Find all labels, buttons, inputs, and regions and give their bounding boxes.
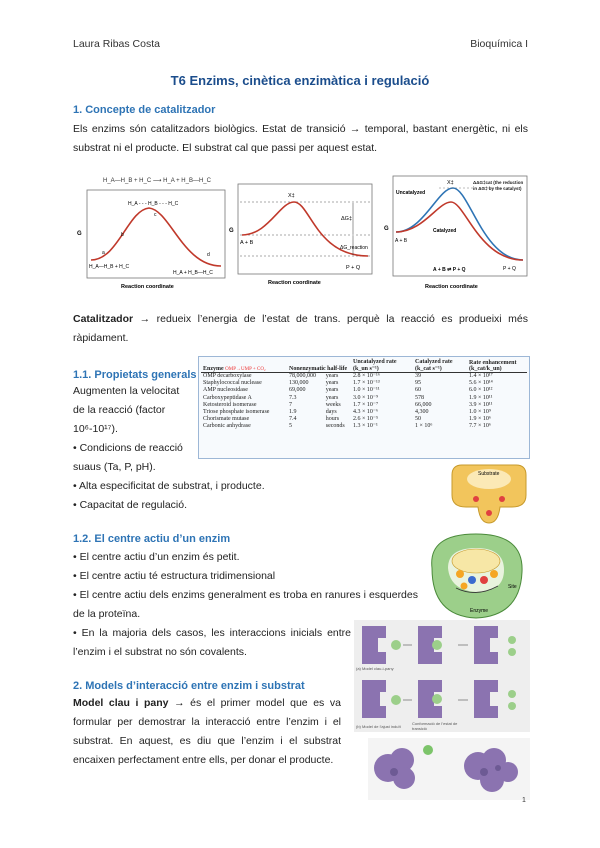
section12-bullet2: • El centre actiu té estructura tridimensional [73, 570, 276, 582]
table-cell: years [325, 394, 339, 401]
s11-bullet1b: suaus (Ta, P, pH). [73, 461, 156, 473]
s11-bullet2: • Alta especificitat de substrat, i producte. [73, 480, 265, 492]
table-cell: 2.6 × 10⁻⁵ [353, 416, 379, 423]
fig3-cat: Catalyzed [433, 228, 457, 234]
table-cell: 7 [289, 401, 292, 408]
fig3-ylabel: G [384, 226, 389, 232]
header-author: Laura Ribas Costa [73, 38, 160, 50]
section1-paragraph: Els enzims són catalitzadors biològics. Estat de transició → temporal, bastant energètic, ni els substrat ni el producte. El substrat cal que passi per aquest estat. [73, 123, 528, 154]
th-uncat: Uncatalyzed rate (k_un s⁻¹) [353, 359, 397, 372]
fig1-left: H_A—H_B + H_C [89, 264, 130, 270]
table-cell: AMP nucleosidase [203, 387, 248, 394]
header-subject: Bioquímica I [470, 38, 528, 50]
table-cell: 7.3 [289, 394, 297, 401]
fig1-xlabel: Reaction coordinate [121, 284, 174, 290]
table-cell: 7.7 × 10⁶ [469, 423, 491, 430]
table-cell: seconds [325, 423, 345, 430]
table-cell: 69,000 [289, 387, 306, 394]
energy-diagram-catalyzed [383, 172, 531, 294]
protein-surface-figure [368, 738, 530, 800]
table-cell: 1.4 × 10¹⁷ [469, 373, 493, 379]
th-enh: Rate enhancement (k_cat/k_un) [469, 360, 517, 372]
table-cell: 1.7 × 10⁻¹³ [353, 380, 380, 387]
table-note: OMP→UMP + CO₂ [225, 367, 266, 372]
section11-more [73, 477, 373, 515]
fig3-ab: A + B [395, 238, 408, 244]
section12-bullet3: • El centre actiu dels enzims generalment es troba en ranures i esquerdes de la proteïna. [73, 589, 418, 620]
section1-heading: 1. Concepte de catalitzador [73, 104, 216, 116]
table-row [201, 387, 527, 394]
section12-bullet1: • El centre actiu d’un enzim és petit. [73, 551, 240, 563]
table-cell: 60 [415, 387, 421, 394]
rate-enhancement-table [198, 356, 530, 459]
s11-line1: Augmenten la velocitat [73, 385, 180, 397]
s11-bullet1: • Condicions de reacció [73, 442, 183, 454]
table-cell: 7.4 [289, 416, 297, 423]
page-number: 1 [522, 797, 526, 804]
table-cell: years [325, 380, 339, 387]
table-cell: hours [325, 416, 340, 423]
table-cell: 5 [289, 423, 292, 430]
fig3-xlabel: Reaction coordinate [425, 284, 478, 290]
section11-heading: 1.1. Propietats generals [73, 369, 197, 381]
fig1-right: H_A + H_B—H_C [173, 270, 213, 276]
table-cell: 1.9 × 10⁶ [469, 416, 491, 423]
table-cell: years [325, 373, 339, 379]
caption-lock-key: (a) Model clau-i-pany [356, 666, 394, 671]
table-cell: 1.0 × 10⁹ [469, 409, 491, 416]
table-cell: 1.0 × 10⁻¹¹ [353, 387, 380, 394]
table-cell: 1.7 × 10⁻⁷ [353, 401, 379, 408]
table-row [201, 416, 527, 423]
caption-induced-fit: (b) Model de l’ajust induït [356, 724, 401, 729]
table-cell: Carboxypeptidase A [203, 394, 252, 401]
binding-models-figure [354, 620, 530, 732]
th-enzyme: Enzyme [203, 366, 224, 372]
fig1-equation: H_A—H_B + H_C ⟶ H_A + H_B—H_C [103, 178, 211, 184]
fig2-dgr: ΔG_reaction [340, 245, 368, 251]
enzyme-active-site-figure [422, 528, 530, 624]
page-title: T6 Enzims, cinètica enzimàtica i regulació [170, 73, 430, 88]
section2-paragraph [73, 694, 341, 770]
table-cell: Chorismate mutase [203, 416, 250, 423]
table-cell: weeks [325, 401, 341, 408]
fig1-b: b [121, 232, 124, 238]
section11-text [73, 382, 195, 477]
enzyme-label: Enzyme [470, 608, 489, 614]
table-cell: Staphylococcal nuclease [203, 380, 262, 387]
table-row [201, 402, 527, 409]
s11-line2: de la reacció (factor [73, 404, 166, 416]
fig1-ylabel: G [77, 231, 82, 237]
table-row [201, 373, 527, 381]
fig3-pq: P + Q [503, 266, 516, 272]
substrate-figure [448, 461, 530, 529]
table-cell: 1 × 10⁶ [415, 423, 433, 430]
fig2-x: X‡ [288, 193, 295, 199]
model-term: Model clau i pany [73, 697, 169, 709]
fig1-a: a [102, 250, 105, 256]
table-cell: 2.8 × 10⁻¹⁶ [353, 373, 380, 379]
table-cell: 78,000,000 [289, 373, 316, 379]
catalitzador-paragraph [73, 310, 528, 348]
table-cell: 5.6 × 10¹⁴ [469, 380, 493, 387]
catalitzador-text: → redueix l’energia de l’estat de trans. perquè la reacció es produeixi més ràpidament. [73, 313, 528, 344]
fig3-uncat: Uncatalyzed [396, 190, 426, 196]
table-cell: 4.3 × 10⁻⁶ [353, 409, 379, 416]
table-cell: Triose phosphate isomerase [203, 409, 270, 416]
fig1-ts: H_A - - - H_B - - - H_C [128, 201, 179, 207]
fig3-note: ΔΔG‡cat (the reduction in ΔG‡ by the catalyst) [473, 180, 524, 191]
s11-line3: 10⁶-10¹⁷). [73, 423, 118, 435]
fig2-xlabel: Reaction coordinate [268, 280, 321, 286]
fig2-ab: A + B [240, 240, 254, 246]
substrate-label: Substrate [478, 471, 500, 477]
section12-bullet4: • En la majoria dels casos, les interaccions inicials entre l’enzim i el substrat no són covalents. [73, 627, 351, 658]
table-row [201, 380, 527, 387]
fig2-ylabel: G [229, 228, 234, 234]
table-cell: 95 [415, 380, 421, 387]
model-text: → és el primer model que es va formular per demostrar la interacció entre l’enzim i el substrat. En aquest, es diu que l’enzim i el substrat encaixen perfectament entre ells, per donar el producte. [73, 697, 341, 766]
table-cell: 39 [415, 373, 421, 379]
caption-conformation: Conformació de l’estat de transició [412, 721, 458, 731]
table-cell: OMP decarboxylase [203, 373, 252, 379]
fig1-d: d [207, 252, 210, 258]
fig3-eqn: A + B ⇌ P + Q [433, 267, 466, 273]
energy-diagram-uncatalyzed-1 [73, 170, 228, 295]
table-cell: 1.3 × 10⁻¹ [353, 423, 378, 430]
th-halflife: Nonenzymatic half-life [289, 366, 348, 372]
energy-diagram-2 [228, 180, 376, 292]
section2-heading: 2. Models d’interacció entre enzim i substrat [73, 680, 305, 692]
table-row [201, 395, 527, 402]
table-cell: days [325, 409, 337, 416]
table-cell: Carbonic anhydrase [203, 423, 251, 430]
table-cell: 130,000 [289, 380, 309, 387]
fig3-x: X‡ [447, 180, 454, 186]
table-cell: 50 [415, 416, 421, 423]
table-row [201, 423, 527, 430]
table-cell: 1.9 × 10¹¹ [469, 394, 493, 401]
s11-bullet3: • Capacitat de regulació. [73, 499, 187, 511]
table-cell: years [325, 387, 339, 394]
table-cell: 1.9 [289, 409, 297, 416]
table-cell: 6.0 × 10¹² [469, 387, 493, 394]
catalitzador-term: Catalitzador [73, 313, 134, 325]
fig1-c: c [154, 212, 157, 218]
fig2-pq: P + Q [346, 265, 361, 271]
th-cat: Catalyzed rate (k_cat s⁻¹) [415, 359, 453, 372]
section12-heading: 1.2. El centre actiu d’un enzim [73, 533, 231, 545]
table-cell: 578 [415, 394, 424, 401]
table-cell: 66,000 [415, 401, 432, 408]
fig2-dg: ΔG‡ [341, 216, 353, 222]
table-cell: 3.9 × 10¹¹ [469, 401, 493, 408]
site-label: Site [508, 584, 517, 590]
table-cell: 3.0 × 10⁻⁹ [353, 394, 379, 401]
table-cell: Ketosteroid isomerase [203, 401, 257, 408]
table-row [201, 409, 527, 416]
table-cell: 4,300 [415, 409, 429, 416]
